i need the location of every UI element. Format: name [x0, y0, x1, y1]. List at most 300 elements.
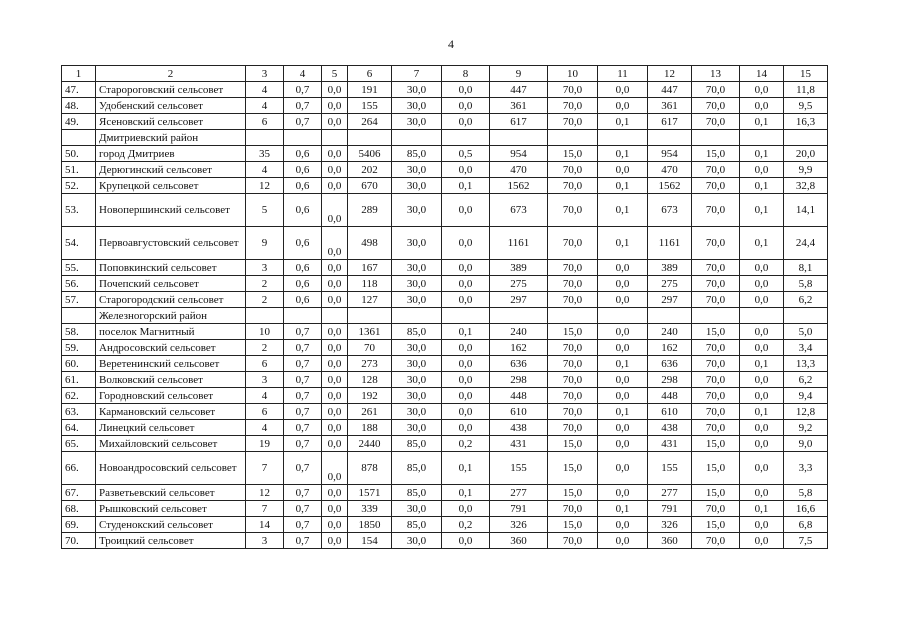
- table-cell: 360: [648, 533, 692, 549]
- column-header: 4: [284, 66, 322, 82]
- table-cell: 673: [648, 194, 692, 227]
- table-cell: 12: [246, 485, 284, 501]
- table-cell: 0,7: [284, 82, 322, 98]
- table-cell: 954: [648, 146, 692, 162]
- table-cell: 61.: [62, 372, 96, 388]
- table-cell: 617: [648, 114, 692, 130]
- page-number: 4: [448, 37, 454, 51]
- table-cell: 673: [490, 194, 548, 227]
- table-cell: 954: [490, 146, 548, 162]
- table-row: [62, 162, 828, 178]
- row-label: Первоавгустовский сельсовет: [96, 227, 246, 260]
- table-cell: 66.: [62, 452, 96, 485]
- table-cell: 70,0: [548, 98, 598, 114]
- table-cell: 70,0: [548, 82, 598, 98]
- table-cell: 30,0: [392, 227, 442, 260]
- table-cell: 63.: [62, 404, 96, 420]
- table-cell: 878: [348, 452, 392, 485]
- row-label: Новоандросовский сельсовет: [96, 452, 246, 485]
- table-cell: 0,6: [284, 276, 322, 292]
- table-cell: 0,0: [740, 98, 784, 114]
- table-cell: 70,0: [692, 114, 740, 130]
- table-cell: 0,0: [740, 260, 784, 276]
- table-cell: 70,0: [548, 227, 598, 260]
- row-label: Почепский сельсовет: [96, 276, 246, 292]
- table-cell: [442, 130, 490, 146]
- table-cell: 0,1: [598, 404, 648, 420]
- table-cell: 30,0: [392, 82, 442, 98]
- table-cell: 50.: [62, 146, 96, 162]
- table-row: [62, 194, 828, 227]
- table-cell: 9,2: [784, 420, 828, 436]
- table-cell: 298: [490, 372, 548, 388]
- table-cell: 0,7: [284, 114, 322, 130]
- table-cell: 2: [246, 276, 284, 292]
- table-cell: 70,0: [692, 194, 740, 227]
- table-cell: 16,3: [784, 114, 828, 130]
- table-cell: 0,6: [284, 178, 322, 194]
- row-label: Дмитриевский район: [96, 130, 246, 146]
- table-cell: 0,0: [442, 388, 490, 404]
- section-row: [62, 130, 828, 146]
- table-cell: 70,0: [548, 162, 598, 178]
- row-label: Новопершинский сельсовет: [96, 194, 246, 227]
- table-cell: 67.: [62, 485, 96, 501]
- table-cell: 470: [490, 162, 548, 178]
- table-cell: [598, 308, 648, 324]
- table-cell: 2: [246, 292, 284, 308]
- row-label: поселок Магнитный: [96, 324, 246, 340]
- table-cell: 52.: [62, 178, 96, 194]
- table-cell: 339: [348, 501, 392, 517]
- table-cell: 240: [648, 324, 692, 340]
- table-cell: 9,0: [784, 436, 828, 452]
- table-cell: [284, 308, 322, 324]
- column-header: 10: [548, 66, 598, 82]
- table-cell: 0,0: [740, 436, 784, 452]
- table-cell: 191: [348, 82, 392, 98]
- table-cell: 15,0: [548, 517, 598, 533]
- table-cell: 0,0: [442, 340, 490, 356]
- table-cell: 70,0: [548, 388, 598, 404]
- table-cell: [490, 130, 548, 146]
- table-row: [62, 98, 828, 114]
- table-cell: 0,0: [598, 98, 648, 114]
- table-cell: 30,0: [392, 404, 442, 420]
- table-cell: 53.: [62, 194, 96, 227]
- table-cell: 5,8: [784, 485, 828, 501]
- section-row: [62, 308, 828, 324]
- table-cell: 0,0: [322, 292, 348, 308]
- table-cell: [246, 130, 284, 146]
- table-cell: 0,0: [598, 452, 648, 485]
- table-cell: 448: [648, 388, 692, 404]
- table-cell: 277: [648, 485, 692, 501]
- table-cell: 447: [648, 82, 692, 98]
- table-cell: [392, 308, 442, 324]
- table-cell: 6: [246, 114, 284, 130]
- table-cell: 0,0: [442, 260, 490, 276]
- table-cell: 0,0: [740, 82, 784, 98]
- table-cell: 30,0: [392, 260, 442, 276]
- table-cell: 0,7: [284, 436, 322, 452]
- column-header: 3: [246, 66, 284, 82]
- table-cell: 15,0: [548, 324, 598, 340]
- table-cell: [784, 130, 828, 146]
- data-table: [61, 65, 828, 549]
- table-cell: 30,0: [392, 276, 442, 292]
- table-cell: 30,0: [392, 388, 442, 404]
- table-row: [62, 324, 828, 340]
- table-cell: 0,0: [598, 533, 648, 549]
- table-cell: 15,0: [692, 452, 740, 485]
- table-cell: 6,2: [784, 372, 828, 388]
- table-cell: 447: [490, 82, 548, 98]
- table-cell: 24,4: [784, 227, 828, 260]
- table-cell: 0,0: [598, 436, 648, 452]
- row-label: Городновский сельсовет: [96, 388, 246, 404]
- table-cell: 70,0: [692, 420, 740, 436]
- table-cell: 3: [246, 260, 284, 276]
- table-cell: 3: [246, 372, 284, 388]
- table-cell: 0,0: [322, 388, 348, 404]
- table-cell: 0,1: [598, 178, 648, 194]
- table-cell: 4: [246, 162, 284, 178]
- table-cell: 4: [246, 388, 284, 404]
- table-cell: 85,0: [392, 436, 442, 452]
- table-row: [62, 146, 828, 162]
- column-header: 7: [392, 66, 442, 82]
- column-header: 6: [348, 66, 392, 82]
- table-cell: 2: [246, 340, 284, 356]
- table-cell: 431: [490, 436, 548, 452]
- table-cell: 2440: [348, 436, 392, 452]
- table-cell: 0,0: [740, 276, 784, 292]
- table-cell: 0,7: [284, 404, 322, 420]
- table-cell: 3,4: [784, 340, 828, 356]
- table-cell: 70,0: [692, 98, 740, 114]
- table-cell: [62, 308, 96, 324]
- table-row: [62, 276, 828, 292]
- table-cell: 7: [246, 452, 284, 485]
- table-cell: 62.: [62, 388, 96, 404]
- table-cell: 13,3: [784, 356, 828, 372]
- table-cell: [322, 308, 348, 324]
- table-cell: 4: [246, 82, 284, 98]
- table-cell: [442, 308, 490, 324]
- table-cell: 0,0: [322, 146, 348, 162]
- table-cell: 0,6: [284, 194, 322, 227]
- table-cell: 10: [246, 324, 284, 340]
- table-cell: [246, 308, 284, 324]
- table-cell: 70: [348, 340, 392, 356]
- row-label: город Дмитриев: [96, 146, 246, 162]
- table-cell: 0,7: [284, 485, 322, 501]
- table-cell: 8,1: [784, 260, 828, 276]
- table-cell: 70,0: [692, 260, 740, 276]
- row-label: Поповкинский сельсовет: [96, 260, 246, 276]
- table-cell: 0,7: [284, 501, 322, 517]
- table-cell: 85,0: [392, 485, 442, 501]
- table-cell: 70,0: [692, 533, 740, 549]
- table-cell: 0,0: [598, 340, 648, 356]
- table-row: [62, 292, 828, 308]
- table-cell: 6: [246, 404, 284, 420]
- table-cell: 297: [490, 292, 548, 308]
- table-row: [62, 420, 828, 436]
- table-cell: 273: [348, 356, 392, 372]
- table-cell: 128: [348, 372, 392, 388]
- table-cell: 0,0: [598, 420, 648, 436]
- table-cell: 15,0: [692, 485, 740, 501]
- table-cell: 0,0: [598, 517, 648, 533]
- table-cell: 0,0: [322, 114, 348, 130]
- table-cell: [784, 308, 828, 324]
- table-cell: 19: [246, 436, 284, 452]
- table-row: [62, 227, 828, 260]
- table-cell: 70,0: [548, 114, 598, 130]
- table-cell: 0,0: [322, 340, 348, 356]
- table-cell: 361: [490, 98, 548, 114]
- row-label: Веретенинский сельсовет: [96, 356, 246, 372]
- table-cell: 264: [348, 114, 392, 130]
- table-cell: [490, 308, 548, 324]
- table-cell: 0,1: [598, 501, 648, 517]
- table-cell: 202: [348, 162, 392, 178]
- table-cell: [548, 130, 598, 146]
- table-cell: 289: [348, 194, 392, 227]
- table-cell: 0,0: [740, 452, 784, 485]
- table-cell: 0,0: [598, 260, 648, 276]
- table-cell: 15,0: [548, 146, 598, 162]
- table-cell: 70,0: [548, 404, 598, 420]
- table-cell: 5,0: [784, 324, 828, 340]
- header-row: [62, 66, 828, 82]
- table-cell: 16,6: [784, 501, 828, 517]
- table-cell: 85,0: [392, 452, 442, 485]
- table-cell: 0,7: [284, 98, 322, 114]
- table-cell: 70,0: [692, 501, 740, 517]
- table-cell: 30,0: [392, 372, 442, 388]
- table-cell: 0,1: [740, 194, 784, 227]
- table-cell: 0,6: [284, 260, 322, 276]
- table-cell: 0,0: [740, 533, 784, 549]
- table-cell: 0,0: [598, 292, 648, 308]
- table-row: [62, 260, 828, 276]
- table-cell: 70,0: [548, 178, 598, 194]
- table-cell: 0,0: [322, 533, 348, 549]
- table-cell: 30,0: [392, 356, 442, 372]
- table-cell: 0,7: [284, 324, 322, 340]
- table-cell: 0,1: [740, 501, 784, 517]
- table-cell: 3,3: [784, 452, 828, 485]
- table-cell: [740, 308, 784, 324]
- table-cell: 12: [246, 178, 284, 194]
- table-row: [62, 178, 828, 194]
- table-cell: 0,0: [322, 517, 348, 533]
- table-cell: 15,0: [692, 436, 740, 452]
- table-cell: 0,0: [740, 162, 784, 178]
- table-cell: 70,0: [548, 260, 598, 276]
- row-label: Линецкий сельсовет: [96, 420, 246, 436]
- table-cell: 0,6: [284, 227, 322, 260]
- column-header: 13: [692, 66, 740, 82]
- table-row: [62, 388, 828, 404]
- column-header: 2: [96, 66, 246, 82]
- table-cell: 14,1: [784, 194, 828, 227]
- row-label: Старогородский сельсовет: [96, 292, 246, 308]
- table-cell: 0,2: [442, 517, 490, 533]
- table-cell: 0,0: [598, 276, 648, 292]
- table-cell: 0,1: [442, 324, 490, 340]
- table-cell: 0,0: [442, 276, 490, 292]
- table-cell: 59.: [62, 340, 96, 356]
- table-cell: 431: [648, 436, 692, 452]
- table-cell: 20,0: [784, 146, 828, 162]
- table-cell: 70,0: [548, 501, 598, 517]
- table-cell: 47.: [62, 82, 96, 98]
- table-cell: 0,0: [598, 162, 648, 178]
- table-cell: 70,0: [548, 533, 598, 549]
- table-cell: 70,0: [692, 356, 740, 372]
- table-cell: 30,0: [392, 292, 442, 308]
- table-cell: 30,0: [392, 501, 442, 517]
- table-cell: 58.: [62, 324, 96, 340]
- table-cell: 470: [648, 162, 692, 178]
- table-cell: 0,6: [284, 292, 322, 308]
- table-cell: 85,0: [392, 146, 442, 162]
- table-cell: 6: [246, 356, 284, 372]
- table-cell: 298: [648, 372, 692, 388]
- table-cell: 0,0: [442, 194, 490, 227]
- table-cell: 49.: [62, 114, 96, 130]
- table-cell: 1562: [490, 178, 548, 194]
- table-cell: 610: [490, 404, 548, 420]
- table-cell: 0,0: [322, 98, 348, 114]
- table-cell: 0,6: [284, 162, 322, 178]
- table-cell: 3: [246, 533, 284, 549]
- table-cell: 0,0: [322, 452, 348, 485]
- table-cell: 70,0: [692, 276, 740, 292]
- table-cell: 192: [348, 388, 392, 404]
- table-cell: 1571: [348, 485, 392, 501]
- table-cell: 70,0: [692, 162, 740, 178]
- table-cell: 448: [490, 388, 548, 404]
- table-cell: 0,0: [442, 501, 490, 517]
- table-cell: 438: [648, 420, 692, 436]
- table-cell: 438: [490, 420, 548, 436]
- table-cell: [692, 130, 740, 146]
- table-cell: 0,7: [284, 533, 322, 549]
- table-cell: 30,0: [392, 340, 442, 356]
- table-cell: 0,7: [284, 388, 322, 404]
- table-cell: 0,1: [598, 356, 648, 372]
- table-cell: [62, 130, 96, 146]
- table-cell: 0,0: [598, 372, 648, 388]
- column-header: 9: [490, 66, 548, 82]
- table-row: [62, 404, 828, 420]
- table-cell: 70,0: [692, 340, 740, 356]
- table-cell: [648, 130, 692, 146]
- row-label: Кармановский сельсовет: [96, 404, 246, 420]
- table-cell: 0,0: [740, 292, 784, 308]
- table-cell: 275: [648, 276, 692, 292]
- row-label: Железногорский район: [96, 308, 246, 324]
- table-row: [62, 485, 828, 501]
- table-cell: 361: [648, 98, 692, 114]
- table-cell: 15,0: [548, 485, 598, 501]
- table-cell: 30,0: [392, 114, 442, 130]
- table-cell: 0,1: [740, 178, 784, 194]
- table-cell: 155: [348, 98, 392, 114]
- table-cell: 15,0: [692, 146, 740, 162]
- table-row: [62, 452, 828, 485]
- table-cell: [348, 308, 392, 324]
- table-cell: 188: [348, 420, 392, 436]
- table-cell: 32,8: [784, 178, 828, 194]
- table-cell: 0,0: [322, 260, 348, 276]
- table-cell: 0,1: [598, 146, 648, 162]
- table-cell: 0,0: [442, 82, 490, 98]
- column-header: 11: [598, 66, 648, 82]
- table-cell: 0,0: [322, 356, 348, 372]
- table-cell: 0,1: [598, 227, 648, 260]
- table-cell: 70,0: [692, 178, 740, 194]
- table-cell: 1850: [348, 517, 392, 533]
- table-cell: 70,0: [692, 388, 740, 404]
- table-row: [62, 501, 828, 517]
- table-cell: [284, 130, 322, 146]
- column-header: 1: [62, 66, 96, 82]
- table-cell: 0,0: [322, 436, 348, 452]
- table-cell: 0,0: [322, 227, 348, 260]
- table-cell: 360: [490, 533, 548, 549]
- table-cell: 0,0: [322, 162, 348, 178]
- table-cell: 167: [348, 260, 392, 276]
- table-cell: 0,1: [740, 356, 784, 372]
- table-row: [62, 356, 828, 372]
- table-cell: [322, 130, 348, 146]
- table-cell: 5406: [348, 146, 392, 162]
- table-cell: 15,0: [548, 452, 598, 485]
- table-cell: 9,5: [784, 98, 828, 114]
- table-cell: 636: [648, 356, 692, 372]
- table-cell: 636: [490, 356, 548, 372]
- row-label: Удобенский сельсовет: [96, 98, 246, 114]
- table-cell: 0,0: [442, 356, 490, 372]
- table-cell: [348, 130, 392, 146]
- row-label: Студенокский сельсовет: [96, 517, 246, 533]
- table-cell: 0,0: [322, 420, 348, 436]
- table-cell: 127: [348, 292, 392, 308]
- table-row: [62, 533, 828, 549]
- table-cell: 70,0: [692, 372, 740, 388]
- table-cell: 70,0: [692, 292, 740, 308]
- table-cell: 1361: [348, 324, 392, 340]
- row-label: Старороговский сельсовет: [96, 82, 246, 98]
- table-cell: 0,0: [442, 404, 490, 420]
- table-cell: 70,0: [548, 340, 598, 356]
- table-cell: 11,8: [784, 82, 828, 98]
- table-cell: 9: [246, 227, 284, 260]
- table-cell: 0,0: [740, 324, 784, 340]
- table-cell: 0,0: [740, 420, 784, 436]
- table-cell: 70,0: [692, 82, 740, 98]
- table-cell: 12,8: [784, 404, 828, 420]
- table-row: [62, 436, 828, 452]
- table-cell: [740, 130, 784, 146]
- table-cell: 56.: [62, 276, 96, 292]
